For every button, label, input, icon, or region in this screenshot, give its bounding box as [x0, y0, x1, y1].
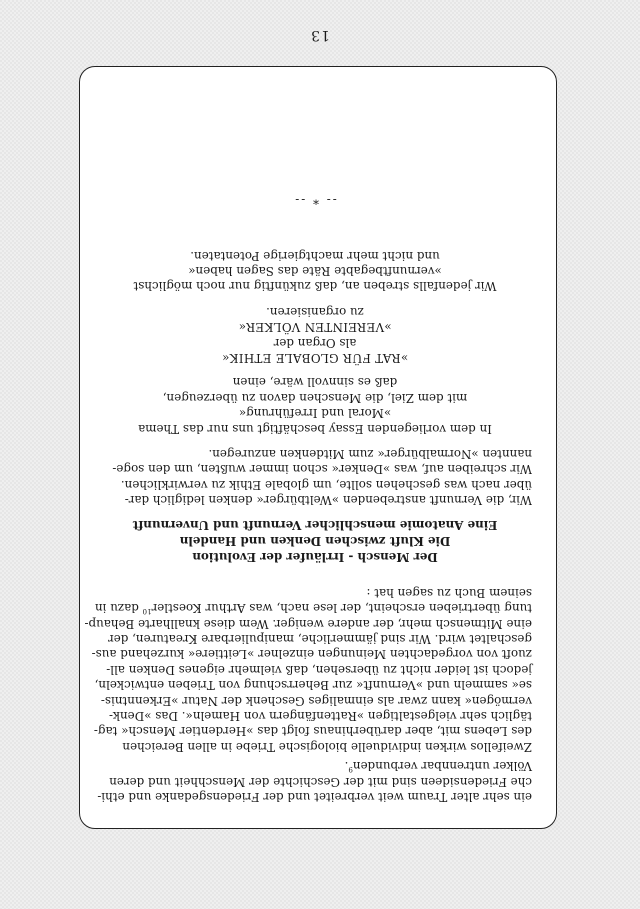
text-line: ein sehr alter Traum weit verbreitet und der Friedensgedanke und ethi- — [97, 790, 532, 804]
organization-block — [98, 303, 532, 365]
heading-line: Die Kluft zwischen Denken und Handeln — [179, 534, 451, 549]
text-line: nannten »Normalbürger« zum Mitdenken anzuregen. — [208, 447, 532, 462]
text-line: »vernunftbegabte Räte das Sagen haben« — [188, 264, 442, 279]
text-line: eine Mitmensch mehr, der andere weniger. Wem diese knallharte Behaup- — [84, 616, 532, 631]
text-line: des Lebens mit, aber darüberhinaus folgt das »Herdentier Mensch« tag- — [93, 724, 532, 739]
text-line: Zweifellos wirken individuelle biologische Triebe in allen Bereichen — [122, 739, 532, 754]
text-line: che Friedensideen sind mit der Geschichte der Menschheit und deren — [109, 774, 532, 789]
essay-theme-block — [98, 374, 532, 436]
text-line: Wir jedenfalls streben an, daß zukünftig nur noch möglichst — [133, 279, 497, 294]
section-divider: -- * -- — [293, 193, 337, 208]
section-heading — [98, 517, 532, 565]
text-line: zuoft von vorgedachten Meinungen einzelner »Leittiere« kurzehand aus- — [91, 647, 532, 662]
text-line: Wir schreiben auf, was »Denker« schon immer wußten, um den soge- — [112, 462, 532, 477]
closing-block — [98, 247, 532, 293]
text-line: vermögen« kann zwar als einmaliges Geschenk der Natur »Erkenntnis- — [100, 693, 532, 708]
text-line: jedoch ist leider nicht zu übersehen, daß vielmehr eigenes Denken all- — [106, 662, 532, 677]
text-fragment: dazu in — [94, 601, 143, 616]
paragraph-intro — [98, 758, 532, 804]
text-line: geschaltet wird. Wir sind jämmerliche, manipulierbare Kreaturen, der — [108, 631, 532, 646]
text-line: mit dem Ziel, die Menschen davon zu überzeugen, — [162, 390, 468, 405]
footnote-marker: 10 — [142, 607, 152, 616]
text-line: seinem Buch zu sagen hat : — [366, 585, 532, 600]
text-frame — [79, 66, 557, 829]
text-fragment: Völker untrennbar verbunden — [352, 759, 532, 774]
text-line: über nach was geschehen sollte, um globale Ethik zu verwirklichen. — [120, 477, 532, 492]
text-line: und nicht mehr machtgierige Potentaten. — [190, 248, 440, 263]
heading-line: Eine Anatomie menschlicher Vernunft und Unvernunft — [132, 518, 498, 533]
text-line: se« sammeln und »Vernunft« zur Beherrschung von Trieben entwickeln, — [94, 678, 532, 693]
text-fragment: tung übertrieben erscheint, der lese nach, was Arthur Koestler — [151, 601, 532, 616]
text-line: täglich sehr vielgestaltigen »Rattenfängern von Hameln«. Das »Denk- — [108, 708, 532, 723]
text-line: zu organisieren. — [266, 304, 364, 319]
text-line: als Organ der — [273, 335, 357, 350]
text-line — [94, 600, 532, 616]
united-nations-name: »VEREINTEN VÖLKER« — [238, 320, 392, 335]
paragraph-worldcitizens — [98, 446, 532, 508]
text-line: In dem vorliegenden Essay beschäftigt uns nur das Thema — [138, 421, 492, 436]
paragraph-main — [84, 584, 532, 754]
page-number: 13 — [310, 27, 330, 43]
heading-line: Der Mensch - Irrläufer der Evolution — [192, 550, 438, 565]
text-line — [98, 758, 532, 773]
text-line: »Moral und Irreführung« — [238, 406, 392, 421]
footnote-marker: 9 — [348, 765, 353, 774]
text-line: daß es sinnvoll wäre, einen — [232, 375, 398, 390]
council-name: »RAT FÜR GLOBALE ETHIK« — [221, 351, 409, 366]
text-line: Wir, die Vernunft anstrebenden »Weltbürger« denken lediglich dar- — [124, 493, 532, 508]
text-fragment: . — [344, 759, 349, 774]
